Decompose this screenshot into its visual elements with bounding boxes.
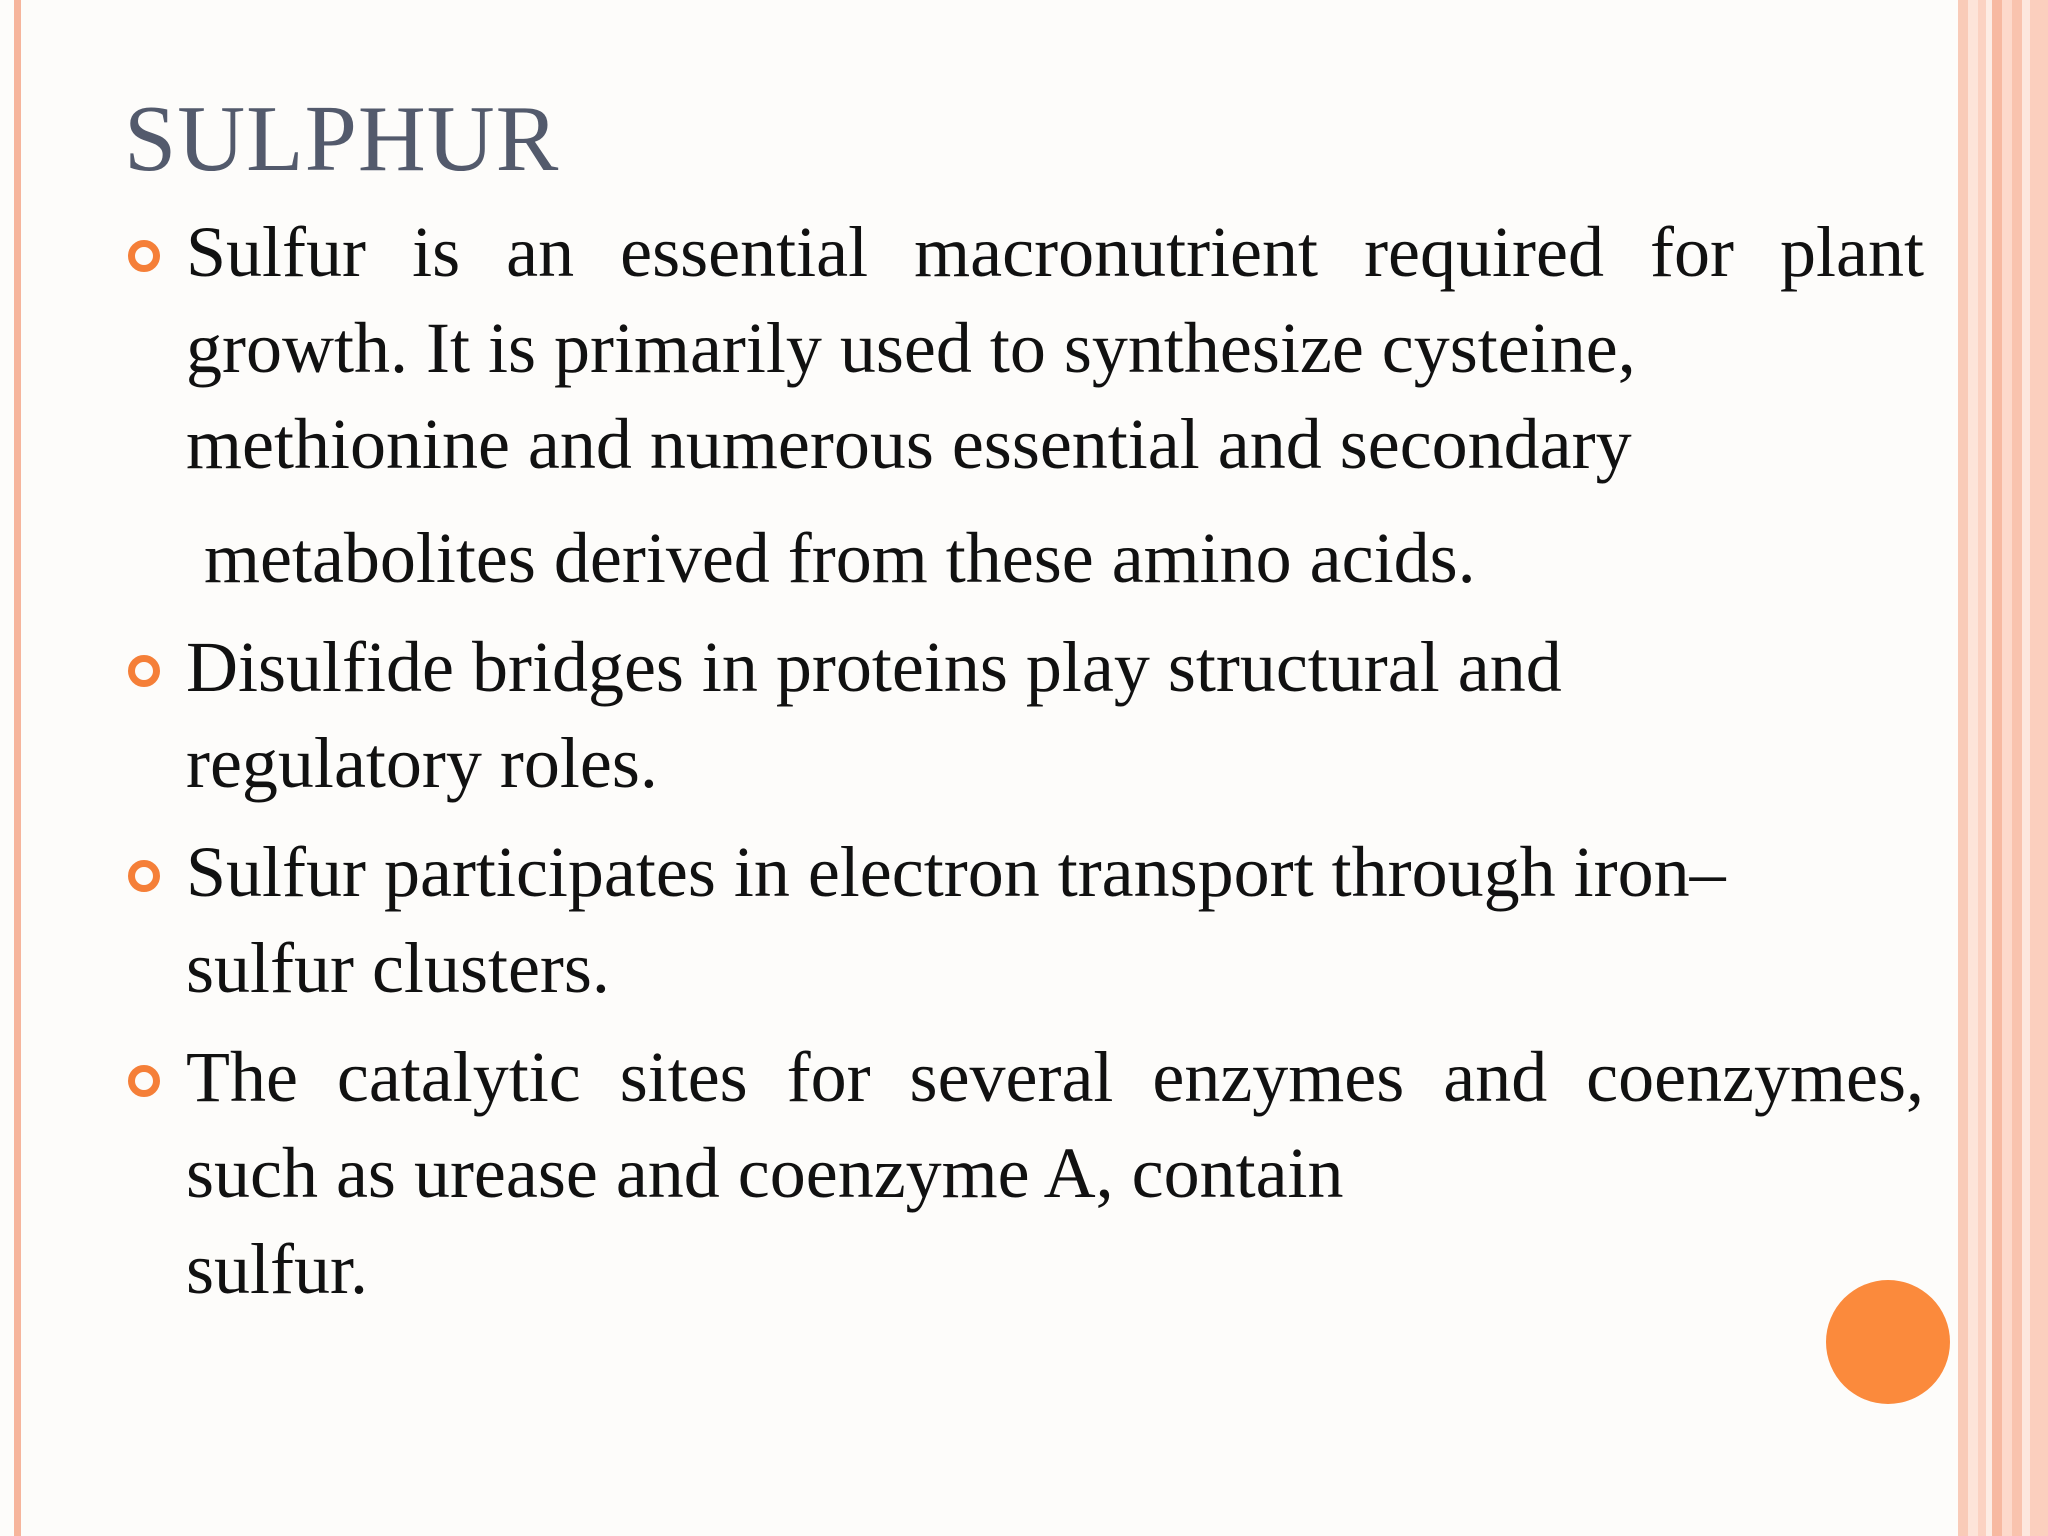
bullet-text-last-line: methionine and numerous essential and secondary (186, 404, 1632, 484)
right-border-stripe (2022, 0, 2030, 1536)
bullet-item (124, 1029, 1924, 1317)
bullet-item (124, 824, 1924, 1016)
bullet-list (124, 204, 1924, 1317)
right-border-stripe (2002, 0, 2012, 1536)
bullet-text: Sulfur participates in electron transport through iron– sulfur clusters. (186, 824, 1924, 1016)
bullet-text: Disulfide bridges in proteins play structural and regulatory roles. (186, 619, 1924, 811)
orange-circle-decoration (1826, 1280, 1950, 1404)
right-border-stripe (1968, 0, 1978, 1536)
right-border-stripe (1978, 0, 1986, 1536)
bullet-text-last-line: regulatory roles. (186, 723, 658, 803)
bullet-text-last-line: sulfur. (186, 1229, 369, 1309)
ring-bullet-icon (128, 860, 160, 892)
bullet-item (124, 204, 1924, 606)
left-border-line (14, 0, 21, 1536)
ring-bullet-icon (128, 1065, 160, 1097)
bullet-text-last-line: sulfur clusters. (186, 928, 610, 1008)
bullet-text: The catalytic sites for several enzymes and coenzymes, such as urease and coenzyme A, contain sulfur. (186, 1029, 1924, 1317)
bullet-text: Sulfur is an essential macronutrient required for plant growth. It is primarily used to synthesize cysteine, methionine and numerous essential and secondary (186, 204, 1924, 492)
right-border-stripe (1958, 0, 1968, 1536)
slide-title: SULPHUR (124, 87, 560, 191)
ring-bullet-icon (128, 655, 160, 687)
right-border-stripe (2030, 0, 2048, 1536)
right-border-stripe (2012, 0, 2022, 1536)
right-border-stripe (1992, 0, 2002, 1536)
bullet-item (124, 619, 1924, 811)
bullet-continuation: metabolites derived from these amino acids. (204, 518, 1476, 598)
ring-bullet-icon (128, 240, 160, 272)
